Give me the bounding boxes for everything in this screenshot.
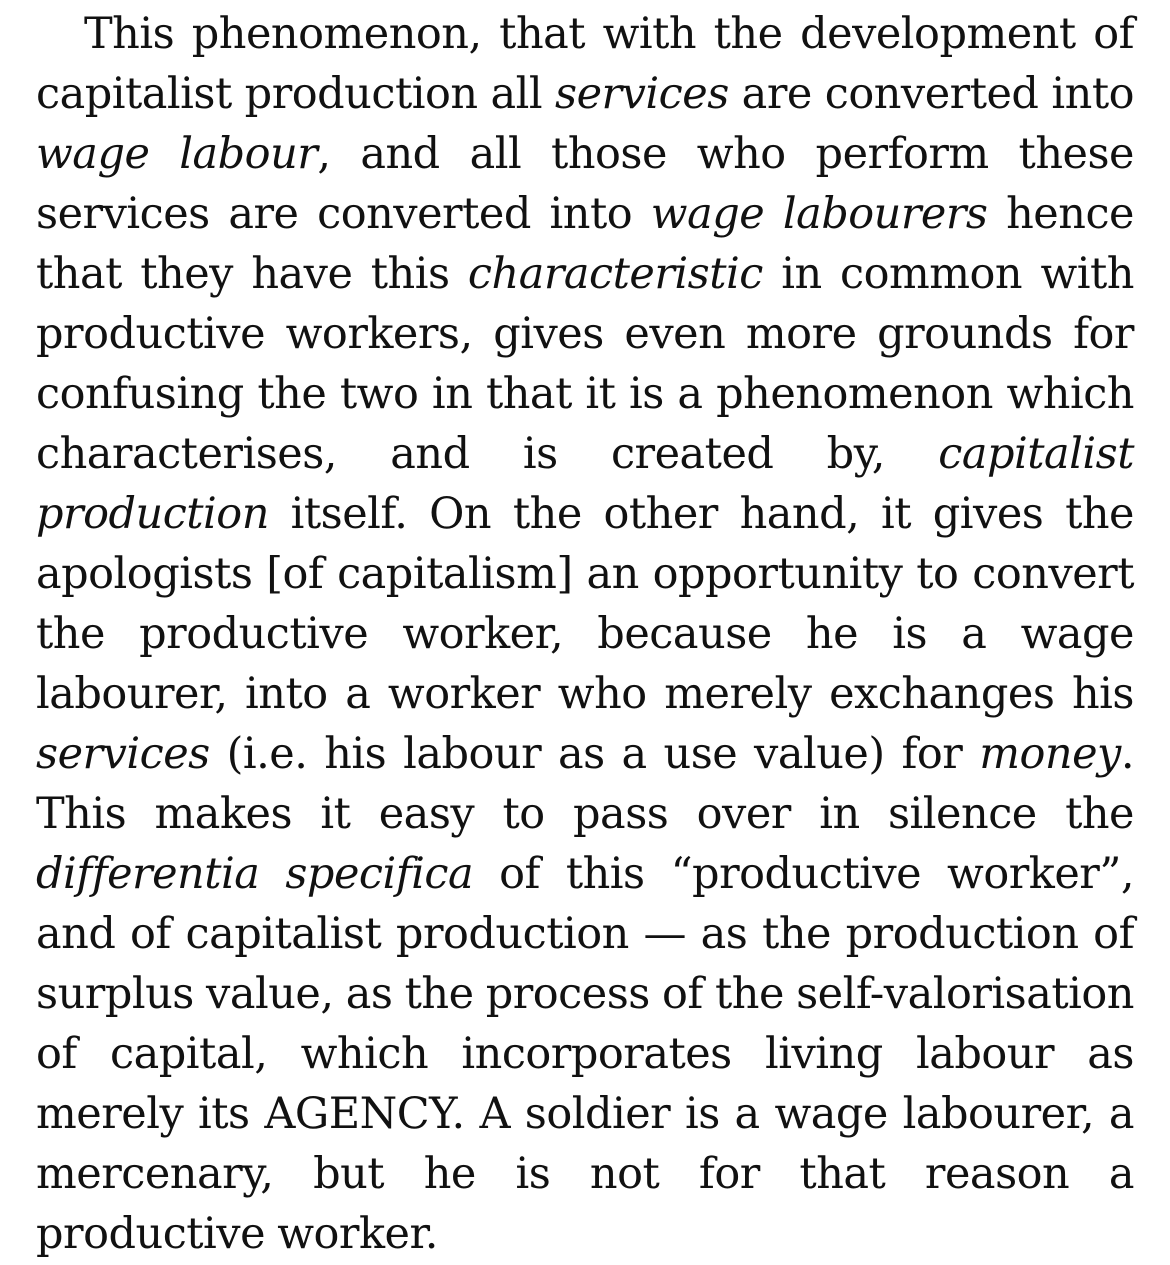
text-run: . This makes it easy to pass over in silence the [36, 729, 1134, 839]
emphasis-money: money [979, 729, 1121, 779]
body-paragraph [36, 4, 1134, 1264]
text-run: itself. On the other hand, it gives the apologists [of capitalism] an opportunity to convert the productive worker, because he is a wage labourer, into a worker who merely exchanges his [36, 489, 1134, 719]
emphasis-services: services [36, 729, 210, 779]
emphasis-wage-labourers: wage labourers [650, 189, 988, 239]
emphasis-characteristic: characteristic [467, 249, 763, 299]
emphasis-capitalist-production: capitalist production [36, 429, 1134, 539]
emphasis-differentia-specifica: differentia specifica [36, 849, 474, 899]
document-page [36, 4, 1134, 1264]
text-run: are converted into [728, 69, 1134, 119]
text-run: of this “productive worker”, and of capitalist production — as the production of surplus value, as the process of the self-valorisation of capital, which incorporates living labour as merely its AGENCY. A soldier is a wage labourer, a mercenary, but he is not for that reason a productive worker. [36, 849, 1134, 1259]
text-run: in common with productive workers, gives even more grounds for confusing the two in that it is a phenomenon which characterises, and is created by, [36, 249, 1134, 479]
emphasis-wage-labour: wage labour [36, 129, 318, 179]
text-run: (i.e. his labour as a use value) for [209, 729, 980, 779]
text-run: , and all those who perform these services are converted into [36, 129, 1134, 239]
emphasis-services: services [555, 69, 729, 119]
text-run: hence that they have this [36, 189, 1134, 299]
text-run: This phenomenon, that with the development of capitalist production all [36, 9, 1134, 119]
